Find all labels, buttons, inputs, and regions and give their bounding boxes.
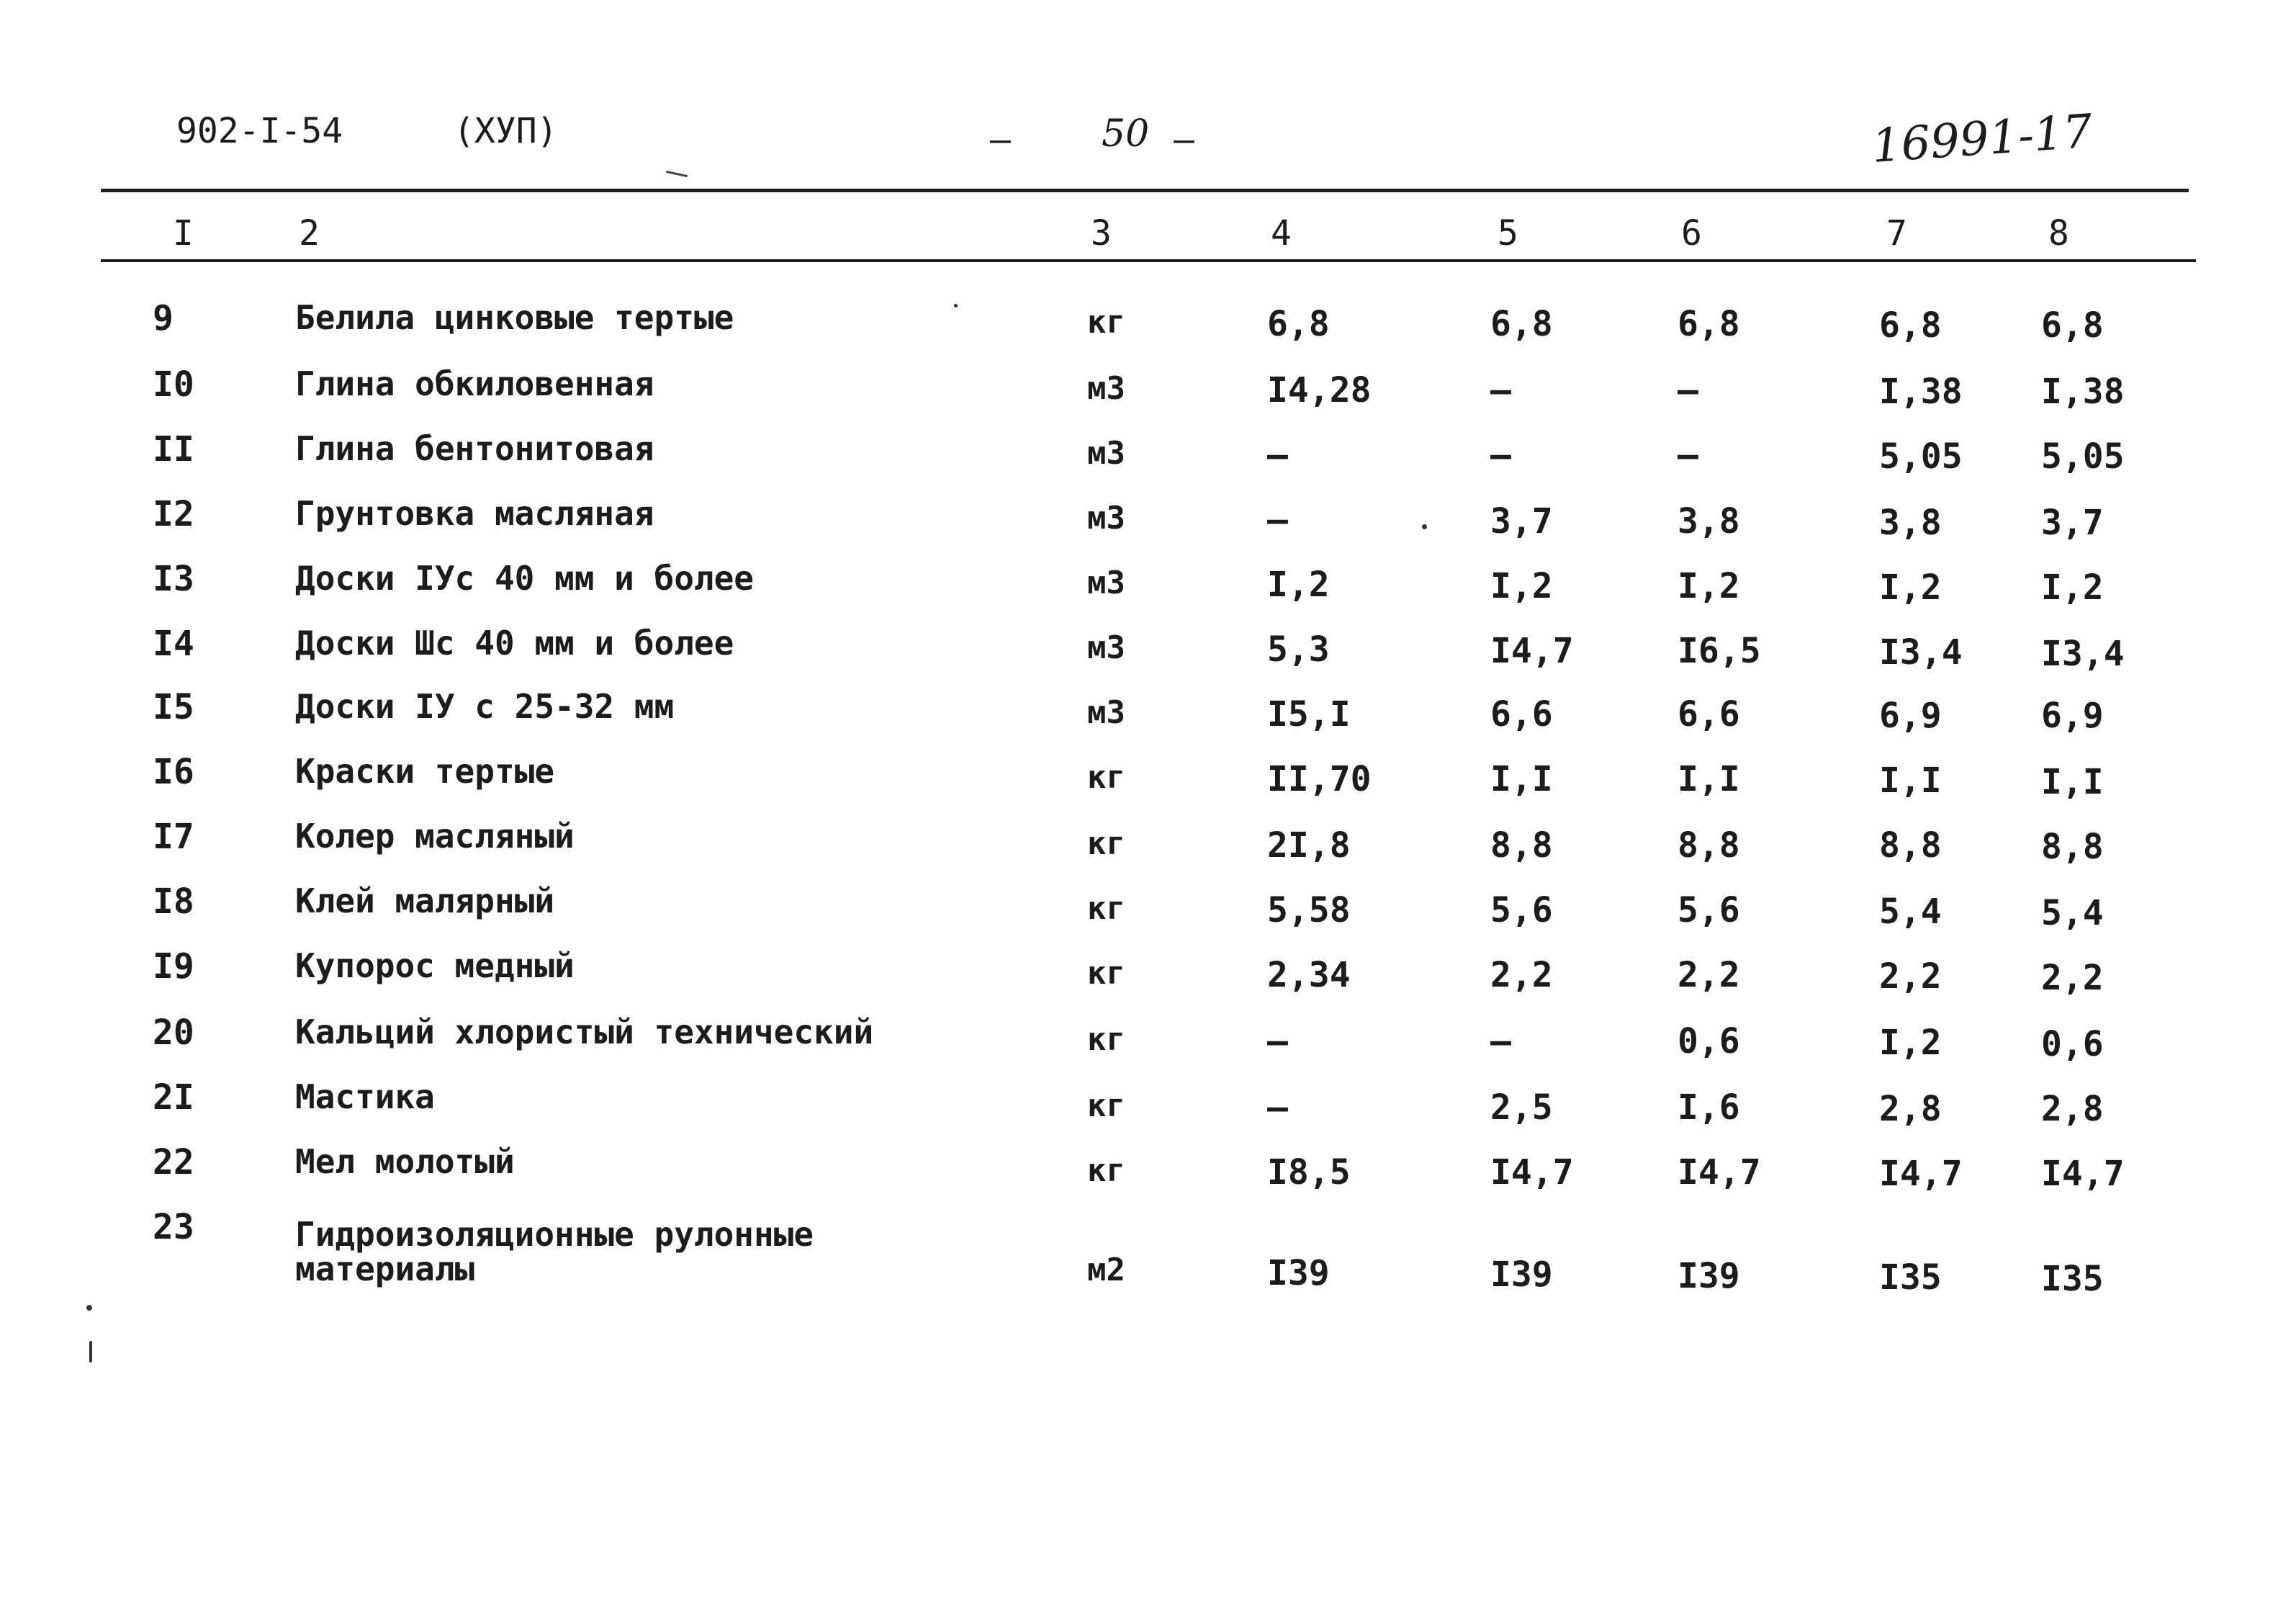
material-name: Грунтовка масляная: [295, 494, 654, 533]
unit: м3: [1087, 694, 1125, 731]
material-name: Краски тертые: [295, 752, 555, 791]
scan-speck: [86, 1305, 92, 1311]
value-col-4: 2,34: [1267, 955, 1351, 995]
value-col-5: I4,7: [1490, 1152, 1574, 1193]
value-col-4: –: [1267, 1087, 1288, 1128]
document-code: 902-I-54: [176, 111, 343, 151]
value-col-7: I,2: [1879, 1023, 1942, 1063]
value-col-5: 5,6: [1490, 890, 1553, 930]
value-col-4: 5,3: [1267, 629, 1330, 670]
value-col-4: I39: [1267, 1253, 1330, 1293]
row-number: 2I: [153, 1077, 194, 1118]
value-col-8: 8,8: [2041, 827, 2104, 867]
material-name: Доски IУс 40 мм и более: [295, 559, 754, 598]
unit: м3: [1087, 629, 1125, 666]
value-col-6: 8,8: [1678, 825, 1740, 866]
scan-speck: [89, 1341, 92, 1363]
unit: м3: [1087, 500, 1125, 537]
material-name: Купорос медный: [295, 946, 575, 985]
table-row: [0, 881, 2296, 942]
table-row: [0, 559, 2296, 619]
row-number: I6: [153, 752, 194, 792]
value-col-4: I4,28: [1267, 370, 1372, 410]
table-row: [0, 298, 2296, 359]
column-number-6: 6: [1681, 213, 1702, 253]
section-tag: (XУП): [454, 111, 558, 151]
material-name: Глина обкиловенная: [295, 364, 654, 403]
value-col-7: 6,8: [1879, 305, 1942, 346]
table-row: [0, 752, 2296, 812]
row-number: I9: [153, 946, 194, 987]
value-col-4: 5,58: [1267, 890, 1351, 930]
value-col-6: 2,2: [1678, 955, 1740, 995]
row-number: 22: [153, 1142, 194, 1182]
header-rule: [101, 259, 2196, 262]
value-col-5: I,2: [1490, 566, 1553, 606]
table-row: [0, 946, 2296, 1007]
unit: кг: [1087, 759, 1125, 796]
material-name: Доски Шс 40 мм и более: [295, 624, 734, 663]
value-col-7: 5,4: [1879, 892, 1942, 932]
row-number: I4: [153, 624, 194, 664]
value-col-4: I,2: [1267, 565, 1330, 605]
value-col-6: I,6: [1678, 1087, 1740, 1128]
value-col-5: –: [1490, 1021, 1511, 1061]
value-col-5: 2,5: [1490, 1087, 1553, 1128]
material-name: Доски IУ с 25-32 мм: [295, 687, 675, 726]
value-col-4: 6,8: [1267, 304, 1330, 344]
column-number-8: 8: [2048, 213, 2069, 253]
value-col-5: I4,7: [1490, 631, 1574, 671]
material-name: Кальций хлористый технический: [295, 1013, 874, 1051]
unit: м3: [1087, 565, 1125, 601]
value-col-7: I,38: [1879, 372, 1963, 412]
value-col-4: –: [1267, 500, 1288, 540]
value-col-8: I4,7: [2041, 1154, 2125, 1194]
table-row: [0, 1077, 2296, 1138]
value-col-7: I3,4: [1879, 632, 1963, 673]
value-col-7: I,2: [1879, 567, 1942, 608]
table-row: [0, 1207, 2296, 1311]
value-col-7: 2,2: [1879, 956, 1942, 997]
value-col-5: 8,8: [1490, 825, 1553, 866]
material-name: Белила цинковые тертые: [295, 298, 734, 337]
value-col-8: 0,6: [2041, 1024, 2104, 1064]
value-col-6: I39: [1678, 1256, 1740, 1296]
value-col-5: 3,7: [1490, 501, 1553, 542]
page-number-suffix: –: [1174, 120, 1194, 160]
value-col-8: 2,2: [2041, 958, 2104, 998]
row-number: I7: [153, 817, 194, 857]
value-col-4: II,70: [1267, 759, 1372, 799]
value-col-5: I,I: [1490, 759, 1553, 799]
unit: м3: [1087, 370, 1125, 407]
column-number-7: 7: [1886, 213, 1907, 253]
value-col-5: 6,8: [1490, 304, 1553, 344]
value-col-7: 2,8: [1879, 1089, 1942, 1129]
unit: кг: [1087, 1152, 1125, 1189]
value-col-8: I,I: [2041, 762, 2104, 802]
value-col-6: –: [1678, 435, 1698, 475]
value-col-7: I,I: [1879, 760, 1942, 801]
row-number: I2: [153, 494, 194, 534]
row-number: 20: [153, 1013, 194, 1053]
material-name: Мастика: [295, 1077, 435, 1116]
row-number: I0: [153, 364, 194, 405]
value-col-6: 5,6: [1678, 890, 1740, 930]
table-row: [0, 817, 2296, 877]
unit: кг: [1087, 955, 1125, 992]
value-col-8: 6,9: [2041, 696, 2104, 736]
value-col-4: 2I,8: [1267, 825, 1351, 866]
column-number-1: I: [173, 213, 194, 253]
value-col-5: 2,2: [1490, 955, 1553, 995]
value-col-4: –: [1267, 435, 1288, 475]
unit: м3: [1087, 435, 1125, 472]
value-col-6: –: [1678, 370, 1698, 410]
stray-mark: [666, 171, 688, 177]
table-row: [0, 624, 2296, 684]
column-number-5: 5: [1498, 213, 1518, 253]
material-name: Глина бентонитовая: [295, 429, 654, 468]
value-col-6: 0,6: [1678, 1021, 1740, 1061]
value-col-5: I39: [1490, 1254, 1553, 1295]
value-col-5: 6,6: [1490, 694, 1553, 735]
table-row: [0, 687, 2296, 748]
value-col-4: I8,5: [1267, 1152, 1351, 1193]
page-number: 50: [1102, 112, 1150, 156]
table-row: [0, 429, 2296, 490]
value-col-8: 5,05: [2041, 436, 2125, 477]
value-col-5: –: [1490, 435, 1511, 475]
value-col-8: I35: [2041, 1259, 2104, 1299]
material-name: Колер масляный: [295, 817, 575, 856]
value-col-7: 6,9: [1879, 696, 1942, 736]
top-rule: [101, 189, 2189, 192]
unit: кг: [1087, 1021, 1125, 1058]
value-col-4: –: [1267, 1021, 1288, 1061]
value-col-6: 3,8: [1678, 501, 1740, 542]
value-col-6: I,2: [1678, 566, 1740, 606]
page-number-prefix: –: [990, 120, 1011, 160]
material-name: Клей малярный: [295, 881, 555, 920]
value-col-7: 8,8: [1879, 825, 1942, 866]
value-col-7: I35: [1879, 1257, 1942, 1298]
column-number-2: 2: [299, 213, 320, 253]
table-row: [0, 1142, 2296, 1203]
value-col-8: 6,8: [2041, 305, 2104, 346]
value-col-6: I,I: [1678, 759, 1740, 799]
material-name: Гидроизоляционные рулонные материалы: [295, 1215, 814, 1289]
value-col-6: I4,7: [1678, 1152, 1761, 1193]
unit: кг: [1087, 825, 1125, 862]
unit: кг: [1087, 1087, 1125, 1124]
scan-speck: [954, 304, 958, 308]
value-col-8: I,2: [2041, 567, 2104, 608]
row-number: I8: [153, 881, 194, 922]
inventory-number: 16991-17: [1870, 104, 2094, 174]
scan-speck: [1422, 524, 1427, 529]
row-number: I5: [153, 687, 194, 727]
value-col-5: –: [1490, 370, 1511, 410]
value-col-8: 5,4: [2041, 893, 2104, 933]
value-col-8: 2,8: [2041, 1089, 2104, 1129]
row-number: 9: [153, 298, 174, 338]
value-col-6: 6,6: [1678, 694, 1740, 735]
value-col-7: 3,8: [1879, 503, 1942, 543]
value-col-8: I,38: [2041, 372, 2125, 412]
value-col-7: I4,7: [1879, 1154, 1963, 1194]
value-col-8: I3,4: [2041, 634, 2125, 674]
value-col-6: 6,8: [1678, 304, 1740, 344]
value-col-6: I6,5: [1678, 631, 1761, 671]
table-row: [0, 364, 2296, 425]
value-col-4: I5,I: [1267, 694, 1351, 735]
value-col-8: 3,7: [2041, 503, 2104, 543]
table-row: [0, 494, 2296, 555]
row-number: I3: [153, 559, 194, 599]
material-name: Мел молотый: [295, 1142, 515, 1181]
row-number: II: [153, 429, 194, 470]
row-number: 23: [153, 1207, 194, 1247]
unit: кг: [1087, 890, 1125, 927]
value-col-7: 5,05: [1879, 436, 1963, 477]
table-row: [0, 1015, 2296, 1073]
column-number-4: 4: [1271, 213, 1292, 253]
unit: м2: [1087, 1252, 1125, 1288]
unit: кг: [1087, 304, 1125, 341]
column-number-3: 3: [1091, 213, 1112, 253]
